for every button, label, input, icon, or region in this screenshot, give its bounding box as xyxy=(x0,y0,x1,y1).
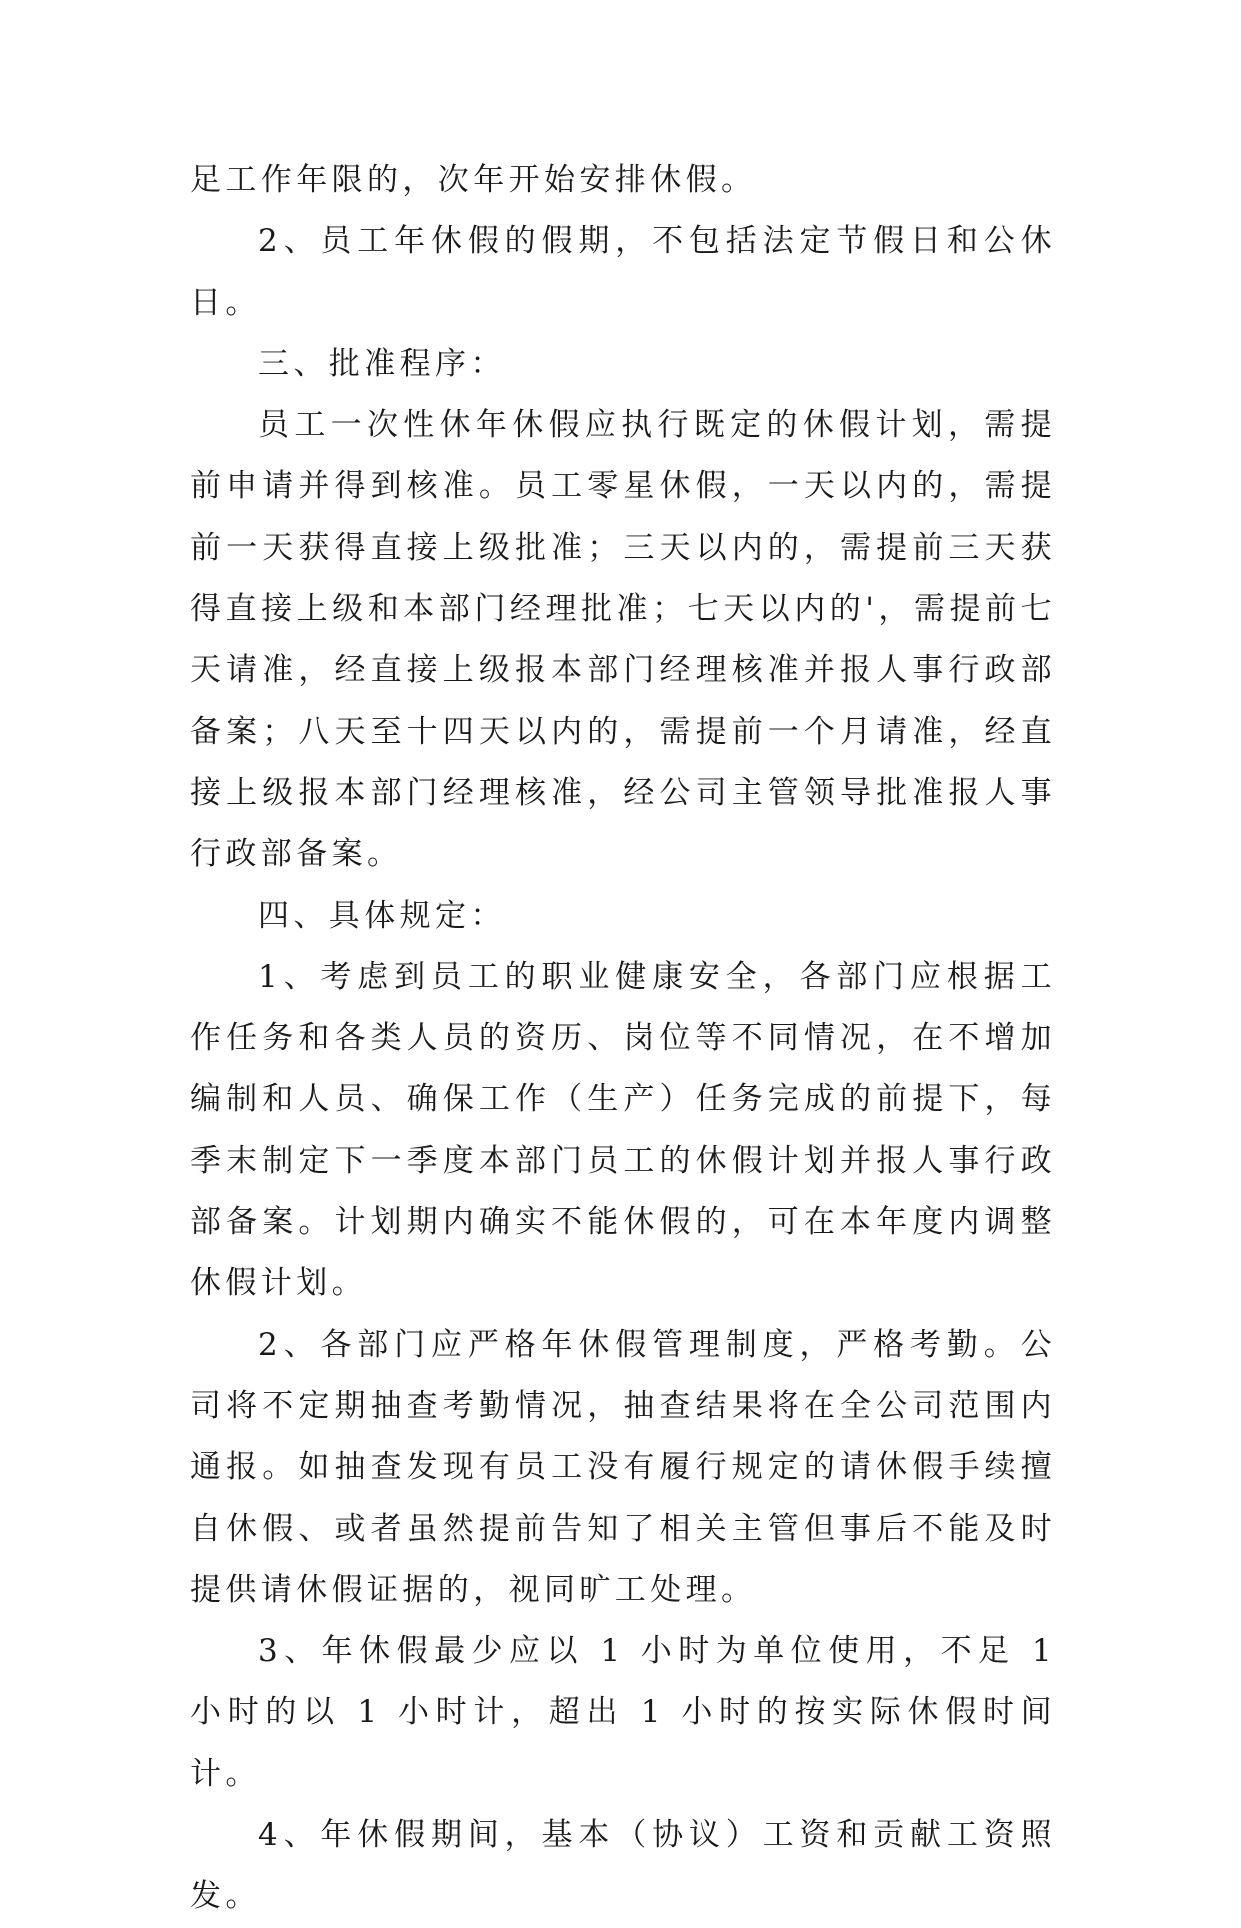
section-heading-rules: 四、具体规定： xyxy=(258,897,506,934)
paragraph-continuation: 足工作年限的，次年开始安排休假。 xyxy=(190,162,757,198)
paragraph-approval-procedure: 员工一次性休年休假应执行既定的休假计划，需提前申请并得到核准。员工零星休假，一天以内的，需提前一天获得直接上级批准；三天以内的，需提前三天获得直接上级和本部门经理批准；七天以内的'，需提前七天请准，经直接上级报本部门经理核准并报人事行政部备案；八天至十四天以内的，需提前一个月请准，经直接上级报本部门经理核准，经公司主管领导批准报人事行政部备案。 xyxy=(190,407,1056,873)
paragraph-rule-1: 1、考虑到员工的职业健康安全，各部门应根据工作任务和各类人员的资历、岗位等不同情况，在不增加编制和人员、确保工作（生产）任务完成的前提下，每季末制定下一季度本部门员工的休假计划并报人事行政部备案。计划期内确实不能休假的，可在本年度内调整休假计划。 xyxy=(190,958,1056,1302)
paragraph-item-2-holidays: 2、员工年休假的假期，不包括法定节假日和公休日。 xyxy=(190,223,1056,321)
document-page xyxy=(190,150,1056,1928)
paragraph-rule-4: 4、年休假期间，基本（协议）工资和贡献工资照发。 xyxy=(190,1817,1056,1915)
paragraph-rule-2: 2、各部门应严格年休假管理制度，严格考勤。公司将不定期抽查考勤情况，抽查结果将在全公司范围内通报。如抽查发现有员工没有履行规定的请休假手续擅自休假、或者虽然提前告知了相关主管但事后不能及时提供请休假证据的，视同旷工处理。 xyxy=(190,1326,1056,1608)
section-heading-approval: 三、批准程序： xyxy=(258,345,506,382)
paragraph-rule-3: 3、年休假最少应以 1 小时为单位使用，不足 1 小时的以 1 小时计，超出 1 小时的按实际休假时间计。 xyxy=(190,1633,1056,1792)
